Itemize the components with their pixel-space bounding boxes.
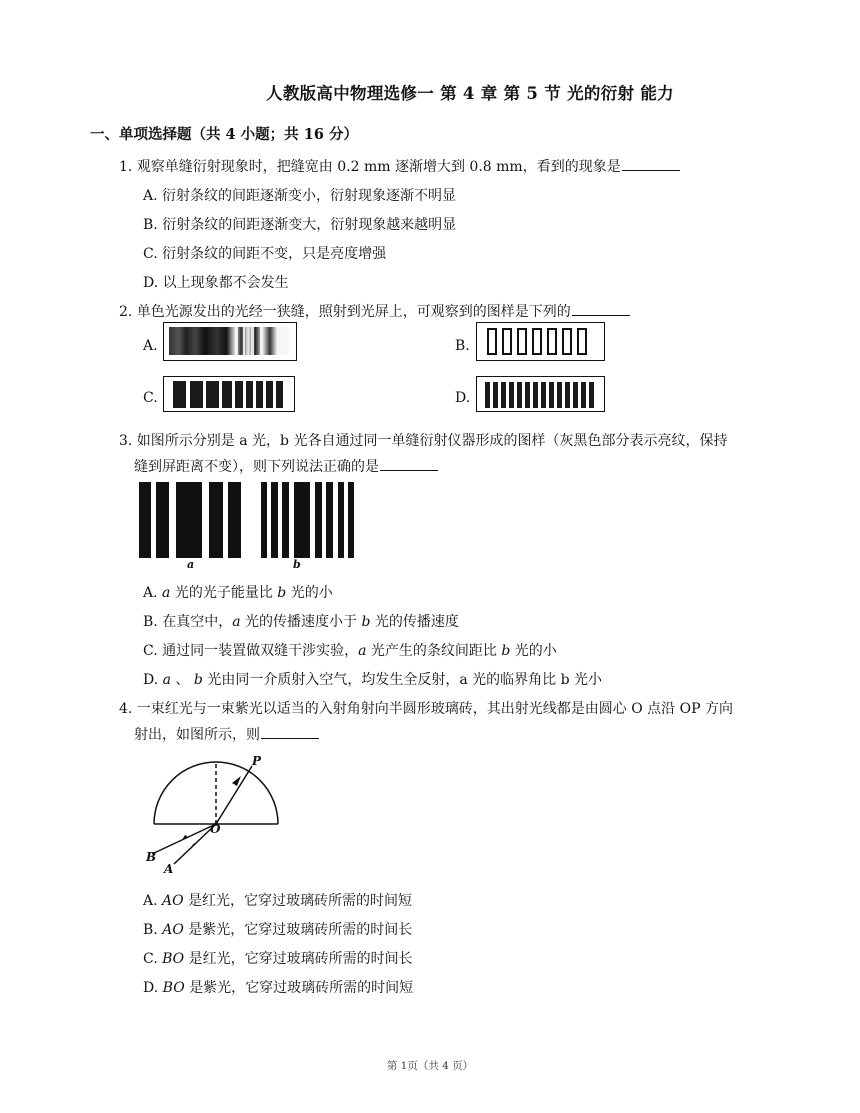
pattern-d-figure <box>476 376 606 416</box>
question-3-stem-line2 <box>134 456 438 476</box>
question-3-text: 缝到屏距离不变），则下列说法正确的是 <box>134 459 379 475</box>
pattern-b-figure <box>476 322 606 362</box>
question-4-stem-line1: 4. 一束红光与一束紫光以适当的入射角射向半圆形玻璃砖，其出射光线都是由圆心 O 点沿 OP 方向 <box>119 701 733 717</box>
q4-fig-label-p: P <box>252 754 262 768</box>
question-1-stem <box>119 156 680 176</box>
q2-label-b: B. <box>455 338 470 354</box>
q4-option-b: B. AO 是紫光，它穿过玻璃砖所需的时间长 <box>143 922 413 938</box>
q1-option-d: D. 以上现象都不会发生 <box>143 275 289 291</box>
pattern-a-figure <box>163 322 297 362</box>
answer-blank <box>380 457 438 471</box>
page-footer: 第 1页（共 4 页） <box>386 1060 474 1072</box>
q4-fig-label-o: O <box>210 822 221 836</box>
answer-blank <box>572 302 630 316</box>
question-2-text: 2. 单色光源发出的光经一狭缝，照射到光屏上，可观察到的图样是下列的 <box>119 304 571 320</box>
question-1-text: 1. 观察单缝衍射现象时，把缝宽由 0.2 mm 逐渐增大到 0.8 mm，看到的现象是 <box>119 159 621 175</box>
page-title: 人教版高中物理选修一 第 4 章 第 5 节 光的衍射 能力 <box>266 84 674 103</box>
q3-option-d: D. a 、 b 光由同一介质射入空气，均发生全反射，a 光的临界角比 b 光小 <box>143 672 602 688</box>
q4-glass-semicircle-figure <box>140 752 290 882</box>
q1-option-c: C. 衍射条纹的间距不变，只是亮度增强 <box>143 246 387 262</box>
q4-option-c: C. BO 是红光，它穿过玻璃砖所需的时间长 <box>143 951 413 967</box>
q1-option-b: B. 衍射条纹的间距逐渐变大，衍射现象越来越明显 <box>143 217 457 233</box>
answer-blank <box>261 725 319 739</box>
q2-label-d: D. <box>455 390 471 406</box>
question-4-text: 射出，如图所示，则 <box>134 727 260 743</box>
question-2-stem <box>119 301 630 321</box>
answer-blank <box>622 157 680 171</box>
q3-diffraction-figure <box>137 480 367 572</box>
q1-option-a: A. 衍射条纹的间距逐渐变小，衍射现象逐渐不明显 <box>143 188 457 204</box>
q3-option-a: A. a 光的光子能量比 b 光的小 <box>143 585 333 601</box>
section-heading: 一、单项选择题（共 4 小题；共 16 分） <box>90 126 358 143</box>
q3-option-c: C. 通过同一装置做双缝干涉实验，a 光产生的条纹间距比 b 光的小 <box>143 643 557 659</box>
question-3-stem-line1: 3. 如图所示分别是 a 光，b 光各自通过同一单缝衍射仪器形成的图样（灰黑色部分表示亮纹，保持 <box>119 433 728 449</box>
q3-fig-label-b: b <box>293 558 301 571</box>
q2-label-a: A. <box>143 338 158 354</box>
question-4-stem-line2 <box>134 724 319 744</box>
pattern-c-figure <box>163 376 297 416</box>
q4-option-d: D. BO 是紫光，它穿过玻璃砖所需的时间短 <box>143 980 414 996</box>
q4-fig-label-b: B <box>146 850 157 864</box>
q3-fig-label-a: a <box>187 558 195 571</box>
q3-option-b: B. 在真空中，a 光的传播速度小于 b 光的传播速度 <box>143 614 459 630</box>
q2-label-c: C. <box>143 390 158 406</box>
q4-fig-label-a: A <box>164 862 174 876</box>
q4-option-a: A. AO 是红光，它穿过玻璃砖所需的时间短 <box>143 893 413 909</box>
